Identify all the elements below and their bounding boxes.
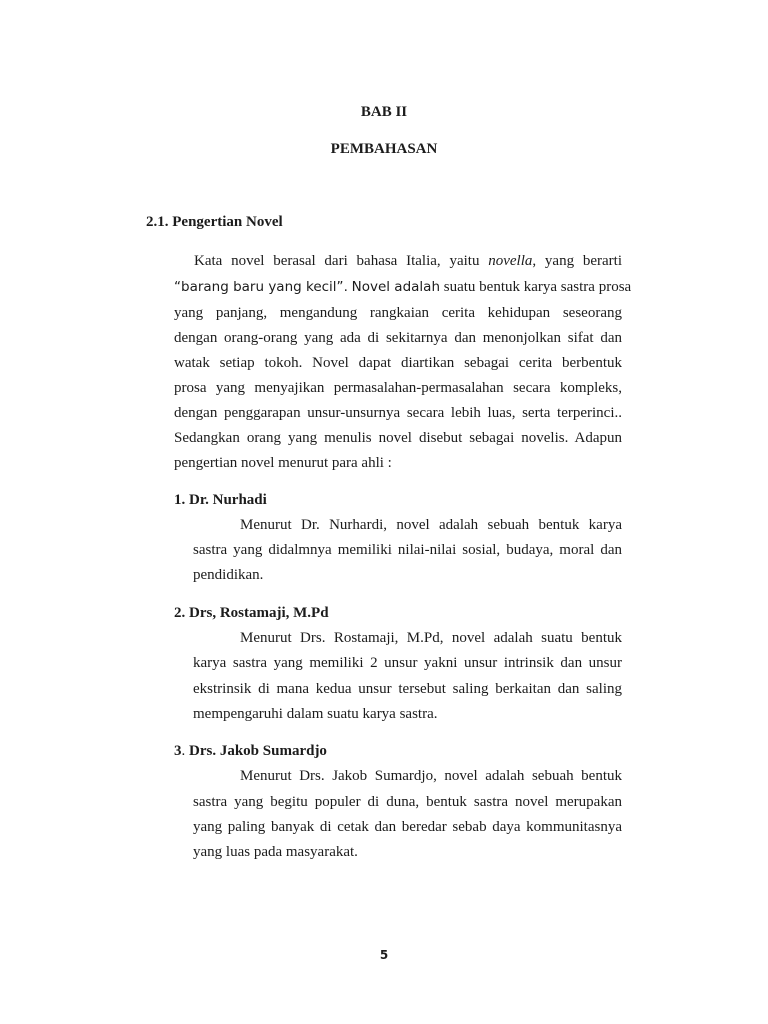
chapter-label: BAB II (360, 104, 408, 120)
expert-1-heading: 1. Dr. Nurhadi (174, 492, 267, 508)
para1-quote-dot: . (343, 279, 348, 295)
expert-3-heading-name: Drs. Jakob Sumardjo (185, 743, 327, 759)
para1-line-4: dengan orang-orang yang ada di sekitarnya dan menonjolkan sifat dan (174, 330, 622, 346)
para1-line-6: prosa yang menyajikan permasalahan-permasalahan secara kompleks, (174, 380, 622, 396)
expert-2-line-1: Menurut Drs. Rostamaji, M.Pd, novel adalah suatu bentuk (240, 630, 622, 646)
expert-2-line-4: mempengaruhi dalam suatu karya sastra. (193, 706, 438, 722)
chapter-title: PEMBAHASAN (330, 141, 438, 157)
para1-line-7: dengan penggarapan unsur-unsurnya secara lebih luas, serta terperinci.. (174, 405, 622, 421)
expert-2-line-2: karya sastra yang memiliki 2 unsur yakni unsur intrinsik dan unsur (193, 655, 622, 671)
expert-3-line-1: Menurut Drs. Jakob Sumardjo, novel adalah sebuah bentuk (240, 768, 622, 784)
para1-line-2-rest: suatu bentuk karya sastra prosa (443, 279, 632, 295)
para1-line-8: Sedangkan orang yang menulis novel disebut sebagai novelis. Adapun (174, 430, 622, 446)
expert-3-line-4: yang luas pada masyarakat. (193, 844, 358, 860)
page-number: 5 (379, 948, 389, 962)
expert-3-line-3: yang paling banyak di cetak dan beredar sebab daya kommunitasnya (193, 819, 622, 835)
section-heading: 2.1. Pengertian Novel (146, 214, 283, 230)
expert-1-line-3: pendidikan. (193, 567, 264, 583)
para1-line-5: watak setiap tokoh. Novel dapat diartikan sebagai cerita berbentuk (174, 355, 622, 371)
para1-line-2 (174, 279, 632, 296)
para1-line-1-b: , yang berarti (532, 253, 622, 269)
para1-italic-term: novella (488, 253, 533, 269)
expert-1-line-1: Menurut Dr. Nurhardi, novel adalah sebuah bentuk karya (240, 517, 622, 533)
para1-novel-adalah: Novel adalah (351, 279, 440, 295)
para1-line-1-a: Kata novel berasal dari bahasa Italia, yaitu (194, 253, 480, 269)
para1-line-9: pengertian novel menurut para ahli : (174, 455, 392, 471)
para1-quote: “barang baru yang kecil” (174, 279, 344, 295)
expert-2-heading: 2. Drs, Rostamaji, M.Pd (174, 605, 329, 621)
para1-line-3: yang panjang, mengandung rangkaian cerita kehidupan seseorang (174, 305, 622, 321)
expert-2-line-3: ekstrinsik di mana kedua unsur tersebut saling berkaitan dan saling (193, 681, 622, 697)
expert-3-heading (174, 743, 327, 760)
expert-3-heading-num: 3 (174, 743, 182, 759)
expert-3-line-2: sastra yang begitu populer di duna, bentuk sastra novel merupakan (193, 794, 622, 810)
expert-1-line-2: sastra yang didalmnya memiliki nilai-nilai sosial, budaya, moral dan (193, 542, 622, 558)
para1-line-1 (194, 253, 622, 270)
expert-3-heading-dot: . (181, 743, 186, 759)
